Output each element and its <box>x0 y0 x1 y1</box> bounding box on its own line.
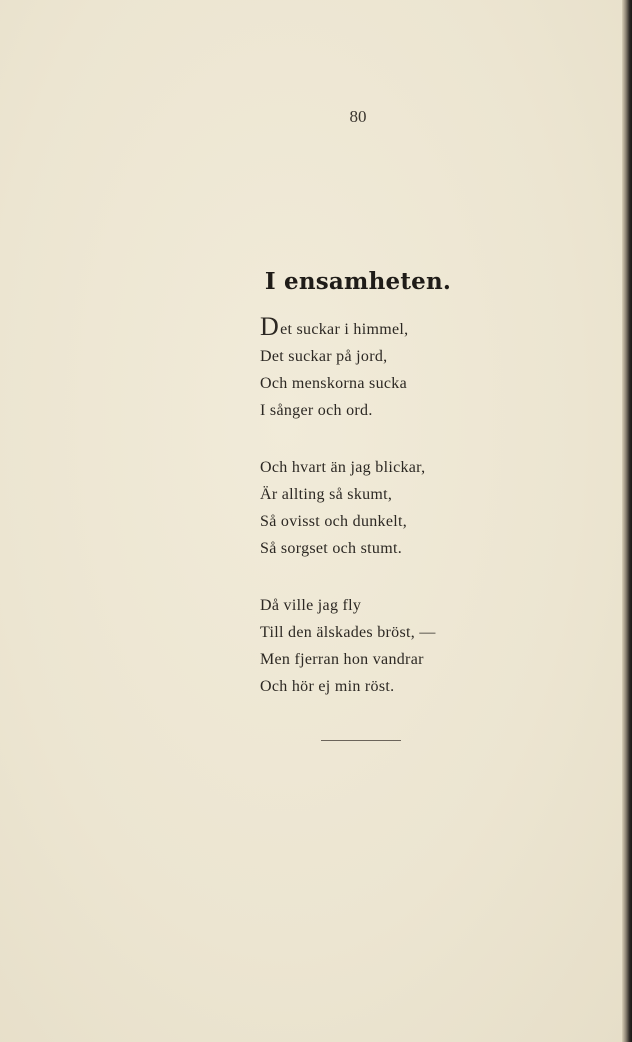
page-number: 80 <box>349 107 367 126</box>
end-rule <box>321 740 401 741</box>
poem-line: Men fjerran hon vandrar <box>260 651 424 668</box>
stanza-2 <box>260 454 436 562</box>
poem-line: Det suckar på jord, <box>260 348 388 365</box>
poem-line: Är allting så skumt, <box>260 486 393 503</box>
poem-body <box>260 312 436 730</box>
stanza-1 <box>260 312 436 424</box>
poem-line: Så sorgset och stumt. <box>260 540 403 557</box>
poem-line: Och menskorna sucka <box>260 375 407 392</box>
page-edge-shadow <box>622 0 632 1042</box>
stanza-3 <box>260 592 436 700</box>
poem-title: I ensamheten. <box>264 268 452 295</box>
poem-line <box>260 312 436 343</box>
poem-line: I sånger och ord. <box>260 402 373 419</box>
poem-line: Och hvart än jag blickar, <box>260 459 426 476</box>
poem-line-text: et suckar i himmel, <box>280 321 409 338</box>
drop-cap: D <box>260 312 280 341</box>
poem-line: Då ville jag fly <box>260 597 362 614</box>
poem-line: Till den älskades bröst, — <box>260 624 436 641</box>
poem-line: Och hör ej min röst. <box>260 678 395 695</box>
poem-line: Så ovisst och dunkelt, <box>260 513 408 530</box>
